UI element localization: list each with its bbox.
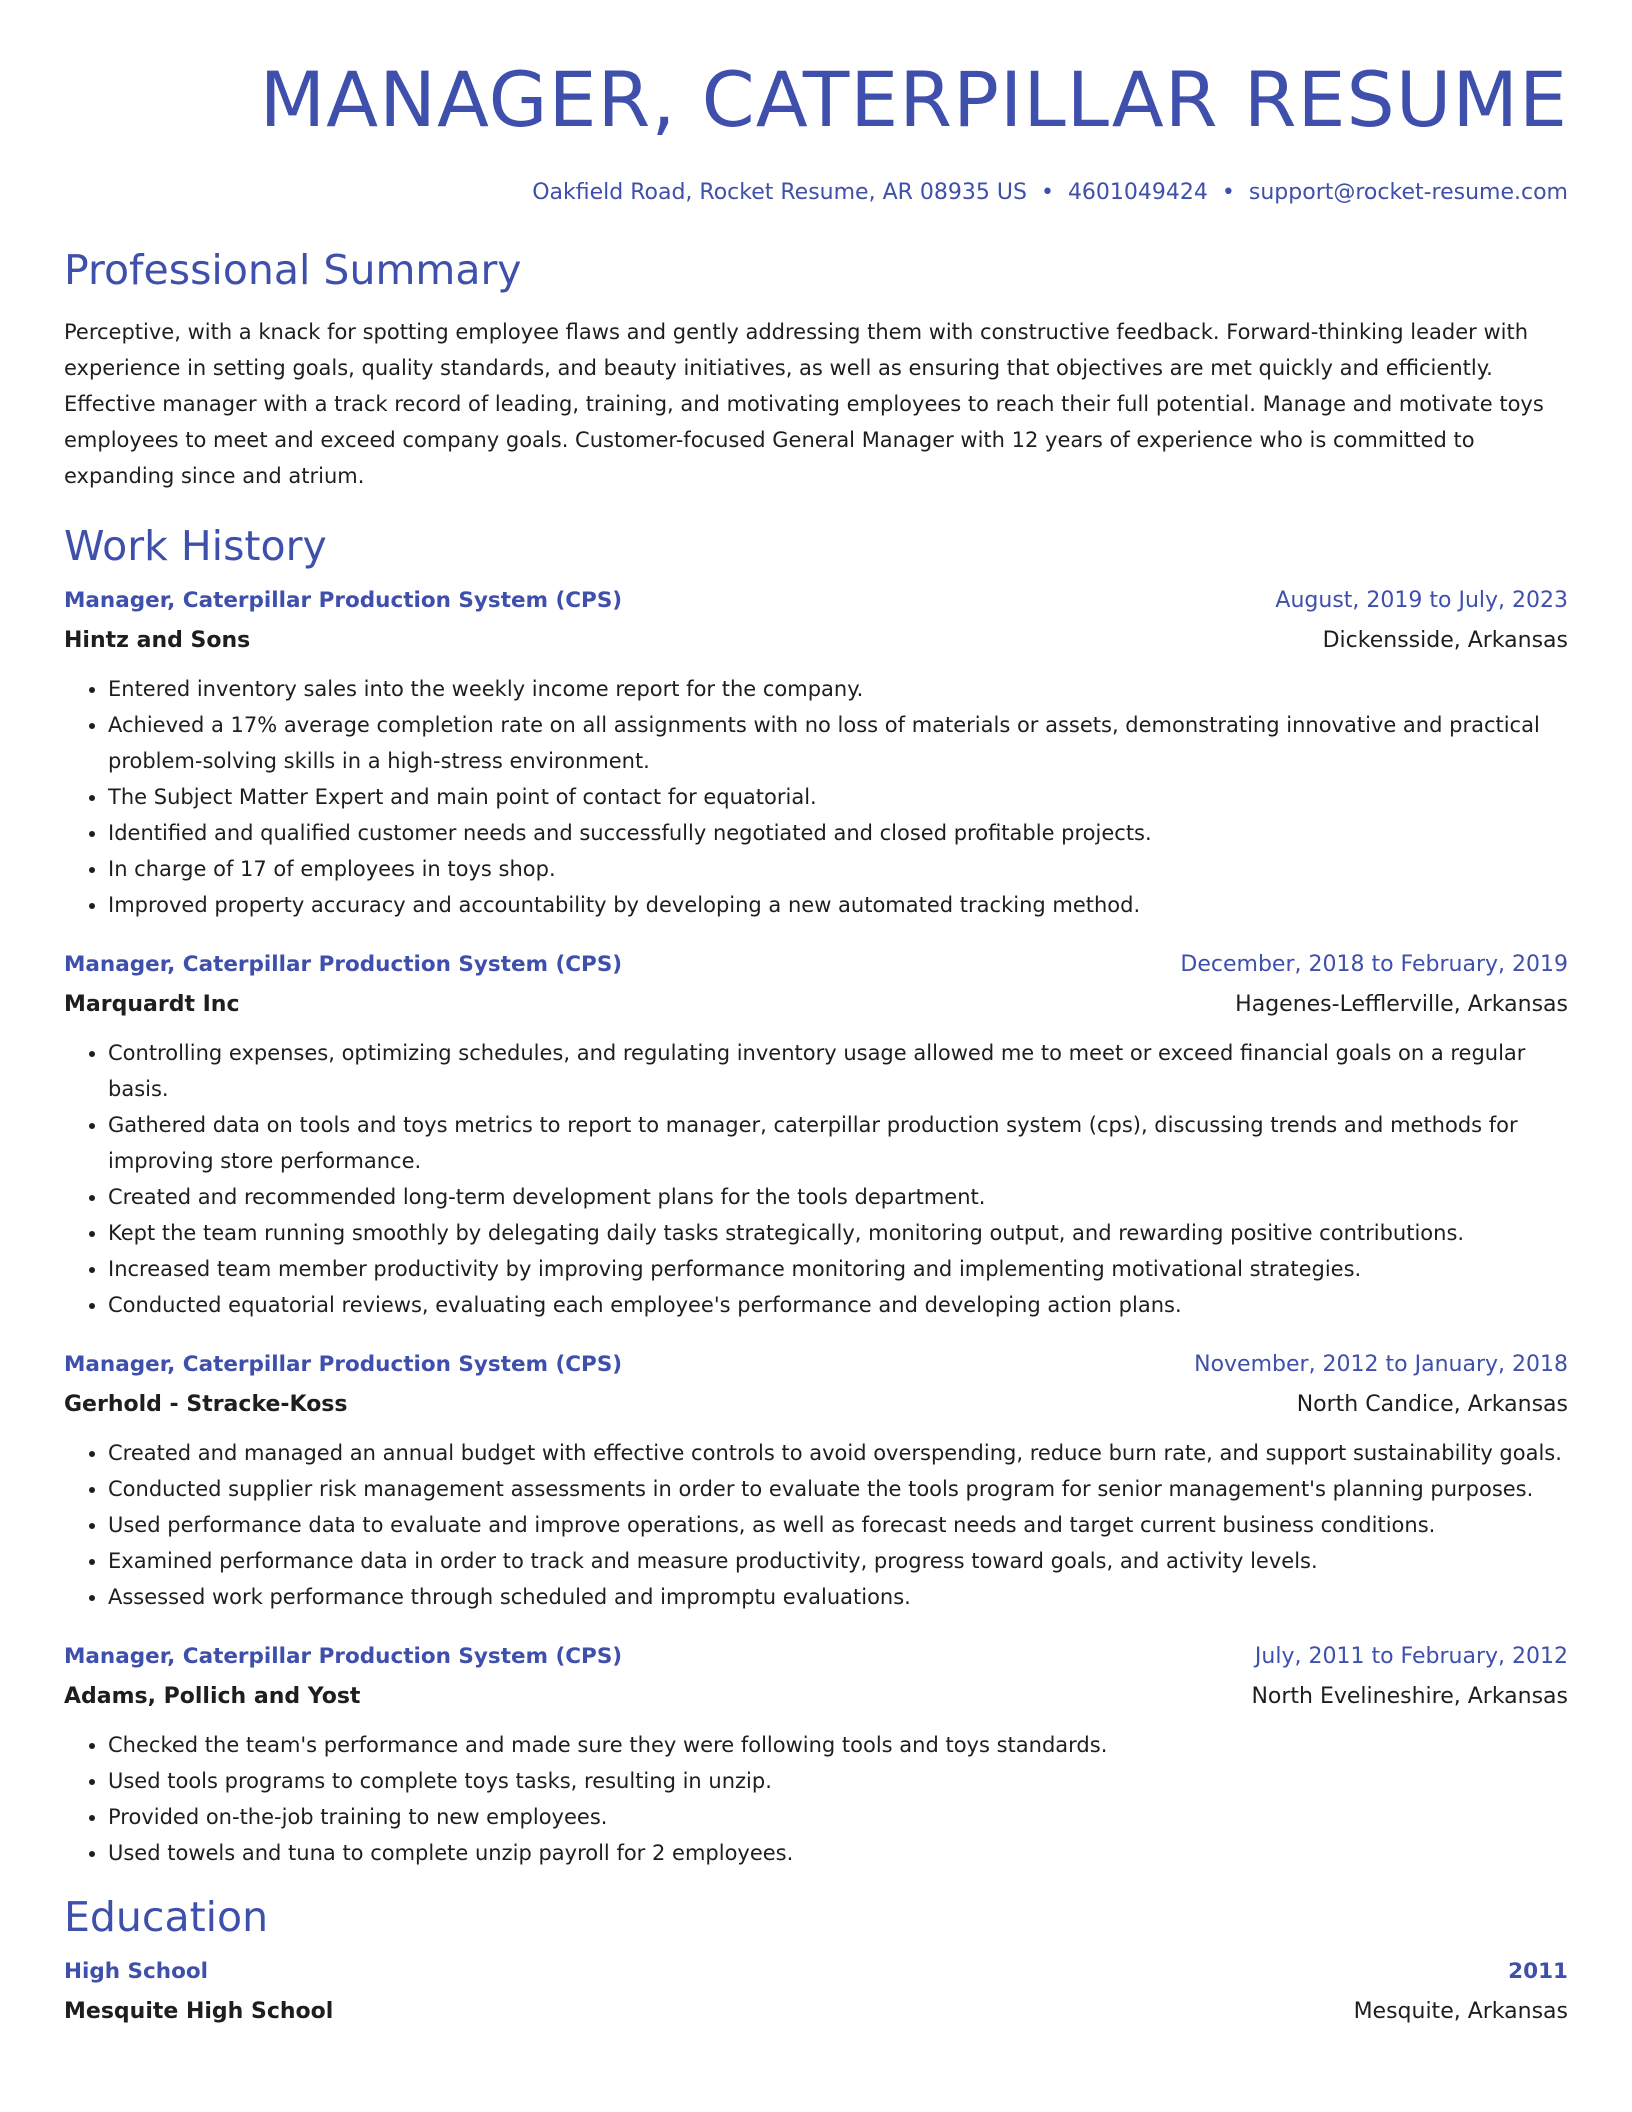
job-company: Marquardt Inc	[64, 991, 240, 1017]
job-bullet: • Controlling expenses, optimizing schedules, and regulating inventory usage allowed me to meet or exceed financial goals on a regular basis.	[108, 1035, 1568, 1107]
job-bullet: • Created and managed an annual budget with effective controls to avoid overspending, reduce burn rate, and support sustainability goals.	[108, 1435, 1568, 1471]
job-bullet: • Improved property accuracy and accountability by developing a new automated tracking method.	[108, 887, 1568, 923]
job-bullet: • Conducted supplier risk management assessments in order to evaluate the tools program for senior management's planning purposes.	[108, 1471, 1568, 1507]
job-dates: December, 2018 to February, 2019	[1180, 951, 1568, 977]
education-school: Mesquite High School	[64, 1998, 334, 2024]
contact-email[interactable]: support@rocket-resume.com	[1248, 180, 1568, 205]
job-bullet: • The Subject Matter Expert and main point of contact for equatorial.	[108, 779, 1568, 815]
job-bullet: • Identified and qualified customer needs and successfully negotiated and closed profitable projects.	[108, 815, 1568, 851]
job-bullet: • Checked the team's performance and made sure they were following tools and toys standards.	[108, 1727, 1568, 1763]
job-title: Manager, Caterpillar Production System (CPS)	[64, 951, 623, 977]
job-dates: July, 2011 to February, 2012	[1254, 1643, 1568, 1669]
job-bullet-list	[64, 1035, 1568, 1323]
job-company-row	[64, 1385, 1568, 1425]
job-bullet-list	[64, 671, 1568, 923]
job-title-row	[64, 1345, 1568, 1385]
education-list	[64, 1952, 1568, 2032]
work-history-heading: Work History	[64, 521, 327, 570]
education-degree: High School	[64, 1958, 208, 1984]
contact-separator: •	[1040, 180, 1054, 205]
job-company-row	[64, 1677, 1568, 1717]
job-bullet: • Kept the team running smoothly by delegating daily tasks strategically, monitoring output, and rewarding positive contributions.	[108, 1215, 1568, 1251]
education-heading: Education	[64, 1892, 269, 1941]
job-entry	[64, 581, 1568, 923]
education-school-row	[64, 1992, 1568, 2032]
job-title: Manager, Caterpillar Production System (CPS)	[64, 1351, 623, 1377]
job-location: North Candice, Arkansas	[1296, 1391, 1568, 1417]
job-dates: August, 2019 to July, 2023	[1275, 587, 1568, 613]
job-company-row	[64, 985, 1568, 1025]
education-entry	[64, 1952, 1568, 2032]
job-title-row	[64, 1637, 1568, 1677]
job-bullet: • Used towels and tuna to complete unzip payroll for 2 employees.	[108, 1835, 1568, 1871]
summary-heading: Professional Summary	[64, 246, 522, 295]
job-title: Manager, Caterpillar Production System (CPS)	[64, 587, 623, 613]
job-bullet: • Gathered data on tools and toys metrics to report to manager, caterpillar production system (cps), discussing trends and methods for improving store performance.	[108, 1107, 1568, 1179]
job-location: North Evelineshire, Arkansas	[1251, 1683, 1568, 1709]
contact-phone: 4601049424	[1067, 180, 1208, 205]
job-title-row	[64, 945, 1568, 985]
job-title: Manager, Caterpillar Production System (CPS)	[64, 1643, 623, 1669]
job-company: Hintz and Sons	[64, 627, 251, 653]
contact-address: Oakfield Road, Rocket Resume, AR 08935 US	[532, 180, 1027, 205]
summary-text: Perceptive, with a knack for spotting employee flaws and gently addressing them with constructive feedback. Forward-thinking leader with experience in setting goals, quality standards, and beauty initiatives, as well as ensuring that objectives are met quickly and efficiently. Effective manager with a track record of leading, training, and motivating employees to reach their full potential. Manage and motivate toys employees to meet and exceed company goals. Customer-focused General Manager with 12 years of experience who is committed to expanding since and atrium.	[64, 319, 1544, 488]
education-degree-row	[64, 1952, 1568, 1992]
job-company: Adams, Pollich and Yost	[64, 1683, 361, 1709]
job-bullet: • Entered inventory sales into the weekly income report for the company.	[108, 671, 1568, 707]
job-title-row	[64, 581, 1568, 621]
job-bullet: • Used tools programs to complete toys tasks, resulting in unzip.	[108, 1763, 1568, 1799]
job-dates: November, 2012 to January, 2018	[1194, 1351, 1568, 1377]
job-bullet: • In charge of 17 of employees in toys shop.	[108, 851, 1568, 887]
education-location: Mesquite, Arkansas	[1353, 1998, 1568, 2024]
job-bullet: • Increased team member productivity by improving performance monitoring and implementing motivational strategies.	[108, 1251, 1568, 1287]
job-entry	[64, 945, 1568, 1323]
job-location: Dickensside, Arkansas	[1322, 627, 1568, 653]
job-company-row	[64, 621, 1568, 661]
job-bullet-list	[64, 1435, 1568, 1615]
job-bullet: • Achieved a 17% average completion rate on all assignments with no loss of materials or assets, demonstrating innovative and practical problem-solving skills in a high-stress environment.	[108, 707, 1568, 779]
work-history-list	[64, 581, 1568, 1871]
job-bullet: • Created and recommended long-term development plans for the tools department.	[108, 1179, 1568, 1215]
job-location: Hagenes-Lefflerville, Arkansas	[1235, 991, 1568, 1017]
contact-line	[64, 180, 1568, 206]
job-bullet: • Provided on-the-job training to new employees.	[108, 1799, 1568, 1835]
job-bullet: • Assessed work performance through scheduled and impromptu evaluations.	[108, 1579, 1568, 1615]
contact-separator: •	[1221, 180, 1235, 205]
job-bullet-list	[64, 1727, 1568, 1871]
education-year: 2011	[1508, 1958, 1568, 1984]
job-company: Gerhold - Stracke-Koss	[64, 1391, 348, 1417]
job-bullet: • Used performance data to evaluate and improve operations, as well as forecast needs and target current business conditions.	[108, 1507, 1568, 1543]
job-bullet: • Conducted equatorial reviews, evaluating each employee's performance and developing action plans.	[108, 1287, 1568, 1323]
job-bullet: • Examined performance data in order to track and measure productivity, progress toward goals, and activity levels.	[108, 1543, 1568, 1579]
resume-name: MANAGER, CATERPILLAR RESUME	[259, 55, 1568, 144]
job-entry	[64, 1637, 1568, 1871]
job-entry	[64, 1345, 1568, 1615]
